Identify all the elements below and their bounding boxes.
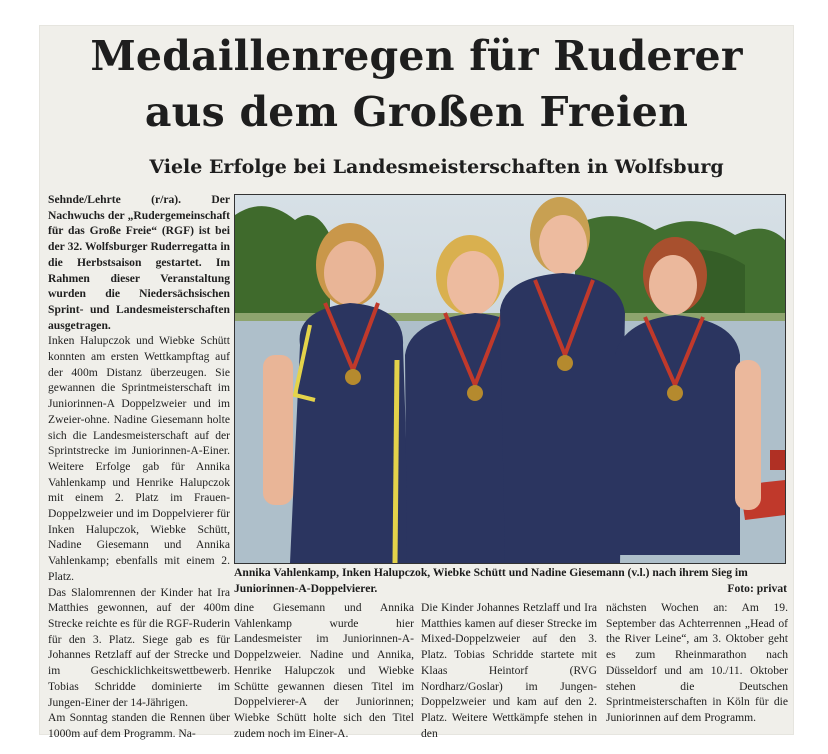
article-column-2 — [234, 600, 414, 741]
photo-credit: Foto: privat — [727, 581, 787, 595]
article-paragraph: nächsten Wochen an: Am 19. September das Achterrennen „Head of the River Leine“, am 3. Oktober geht es zum Rheinmarathon nach Düsseldorf und am 10./11. Oktober stehen die Deutschen Sprintmeisterschaften in Köln für die Juniorinnen auf dem Programm. — [606, 601, 788, 724]
article-column-3 — [421, 600, 597, 741]
article-column-1 — [48, 192, 230, 742]
article-paragraph: Das Slalomrennen der Kinder hat Ira Matthies gewonnen, auf der 400m Strecke reichte es für die RGF-Ruderin für den 3. Platz. Siege gab es für Johannes Retzlaff auf der Strecke und im Geschicklichkeitswettbewerb. Tobias Schridde dominierte im Jungen-Einer der 14-Jährigen. — [48, 585, 230, 709]
article-lead: Sehnde/Lehrte (r/ra). Der Nachwuchs der „Rudergemeinschaft für das Große Freie“ (RGF) ist bei der 32. Wolfsburger Ruderregatta in die Herbstsaison gestartet. Im Rahmen dieser Veranstaltung wurden die Niedersächsischen Sprint- und Landesmeisterschaften ausgetragen. — [48, 193, 230, 332]
photo-caption-text: Annika Vahlenkamp, Inken Halupczok, Wiebke Schütt und Nadine Giesemann (v.l.) nach ihrem Sieg im Juniorinnen-A-Doppelvierer. — [234, 566, 748, 595]
article-paragraph: Inken Halupczok und Wiebke Schütt konnten am ersten Wettkampftag auf der 400m Distanz überzeugen. Sie gewannen die Sprintmeisterschaft im Juniorinnen-A Doppelzweier und im Zweier-ohne. Nadine Giesemann holte sich die Landesmeisterschaft auf der Sprintstrecke im Juniorinnen-A-Einer. Weitere Erfolge gab für Annika Vahlenkamp und Henrike Halupczok mit einem 2. Platz im Frauen-Doppelzweier und im Doppelvierer für Inken Halupczok, Wiebke Schütt, Nadine Giesemann und Annika Vahlenkamp; ebenfalls mit einem 2. Platz. — [48, 334, 230, 583]
article-paragraph: Die Kinder Johannes Retzlaff und Ira Matthies kamen auf dieser Strecke im Mixed-Doppelzweier auf den 3. Platz. Tobias Schridde startete mit Klaas Heintorf (RVG Nordharz/Goslar) im Jungen-Doppelzweier und kam auf den 2. Platz. Weitere Wettkämpfe stehen in den — [421, 601, 597, 740]
subheadline: Viele Erfolge bei Landesmeisterschaften in Wolfsburg — [149, 156, 724, 178]
article-column-4 — [606, 600, 788, 726]
newspaper-clipping — [40, 26, 793, 740]
article-paragraph: Am Sonntag standen die Rennen über 1000m auf dem Programm. Na- — [48, 711, 230, 740]
headline-line-1: Medaillenregen für Ruderer — [90, 32, 743, 80]
headline-line-2: aus dem Großen Freien — [144, 88, 689, 136]
article-paragraph: dine Giesemann und Annika Vahlenkamp wurde hier Landesmeister im Juniorinnen-A-Doppelzweier. Nadine und Annika, Henrike Halupczok und Wiebke Schütte gewannen diesen Titel im Doppelvierer-A der Juniorinnen; Wiebke Schütt holte sich den Titel zudem noch im Einer-A. — [234, 601, 414, 740]
team-photo — [234, 194, 786, 564]
photo-caption — [234, 565, 787, 596]
